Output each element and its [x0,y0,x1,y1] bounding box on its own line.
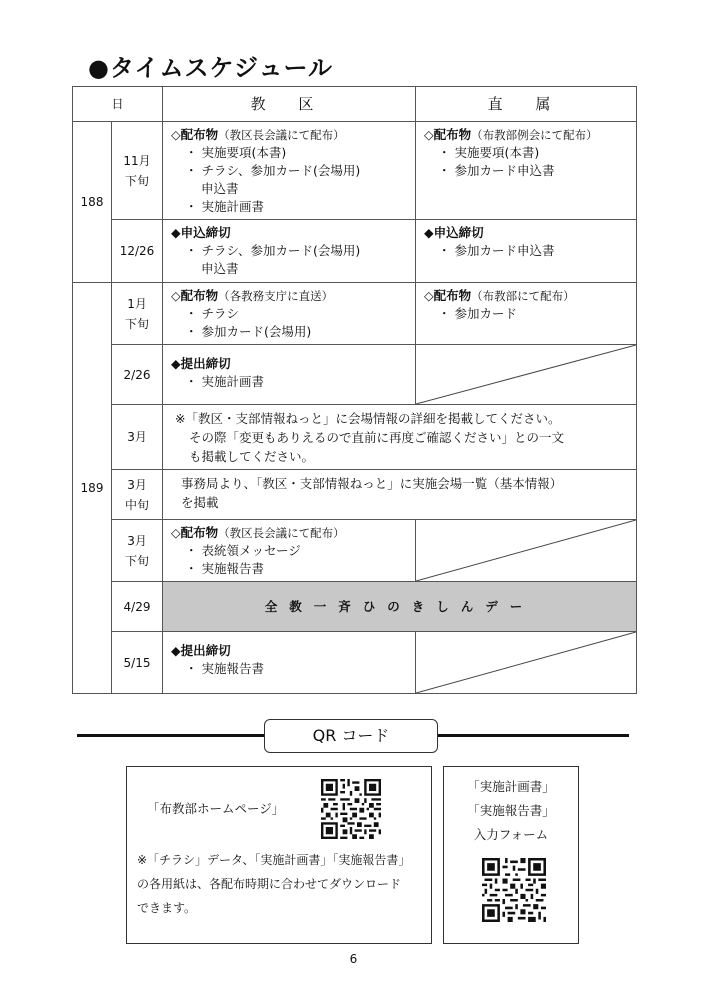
diagonal-line [416,345,636,404]
table-row [73,405,637,470]
event-banner: 全教一斉ひのきしんデー [163,582,637,632]
qr-code-icon[interactable] [321,779,381,839]
form-qr-box [443,766,579,944]
direct-cell: ◇配布物（布教部例会にて配布） ・ 実施要項(本書) ・ 参加カード申込書 [416,122,637,220]
table-row [73,520,637,582]
empty-direct-cell [416,632,637,694]
date-cell: 3月 [112,405,163,470]
header-day: 日 [73,87,163,122]
district-cell: ◇配布物（各教務支庁に直送） ・ チラシ ・ 参加カード(会場用) [163,283,416,345]
empty-direct-cell [416,520,637,582]
diagonal-line [416,520,636,581]
direct-cell: ◆申込締切 ・ 参加カード申込書 [416,220,637,283]
wide-note-cell: ※「教区・支部情報ねっと」に会場情報の詳細を掲載してください。 その際「変更もありえるので直前に再度ご確認ください」との一文 も掲載してください。 [163,405,637,470]
date-cell: 1月 下旬 [112,283,163,345]
table-row [73,283,637,345]
group-number: 188 [73,122,112,283]
schedule-table [72,86,637,694]
qr-code-icon[interactable] [482,858,546,922]
table-row [73,470,637,520]
date-cell: 5/15 [112,632,163,694]
header-direct: 直 属 [416,87,637,122]
district-cell: ◆提出締切 ・ 実施計画書 [163,345,416,405]
group-number: 189 [73,283,112,694]
page-title: ●タイムスケジュール [88,54,334,82]
homepage-label: 「布教部ホームページ」 [147,801,285,816]
date-cell: 3月 中旬 [112,470,163,520]
district-cell: ◇配布物（教区長会議にて配布） ・ 表統領メッセージ ・ 実施報告書 [163,520,416,582]
page-number: 6 [349,952,358,966]
download-note: ※「チラシ」データ、「実施計画書」「実施報告書」 の各用紙は、各配布時期に合わせてダウンロード できます。 [137,853,411,915]
district-cell: ◇配布物（教区長会議にて配布） ・ 実施要項(本書) ・ チラシ、参加カード(会場用) 申込書 ・ 実施計画書 [163,122,416,220]
wide-note-cell: 事務局より、「教区・支部情報ねっと」に実施会場一覧（基本情報） を掲載 [163,470,637,520]
table-row [73,345,637,405]
empty-direct-cell [416,345,637,405]
diagonal-line [416,632,636,693]
form-labels: 「実施計画書」 「実施報告書」 入力フォーム [467,779,555,842]
date-cell: 2/26 [112,345,163,405]
header-district: 教 区 [163,87,416,122]
date-cell: 4/29 [112,582,163,632]
district-cell: ◆提出締切 ・ 実施報告書 [163,632,416,694]
direct-cell: ◇配布物（布教部にて配布） ・ 参加カード [416,283,637,345]
date-cell: 11月 下旬 [112,122,163,220]
table-row [73,632,637,694]
homepage-qr-box [126,766,432,944]
header-row [73,87,637,122]
date-cell: 12/26 [112,220,163,283]
table-row [73,122,637,220]
date-cell: 3月 下旬 [112,520,163,582]
district-cell: ◆申込締切 ・ チラシ、参加カード(会場用) 申込書 [163,220,416,283]
table-row [73,220,637,283]
qr-section-title: QR コード [264,719,438,753]
table-row [73,582,637,632]
